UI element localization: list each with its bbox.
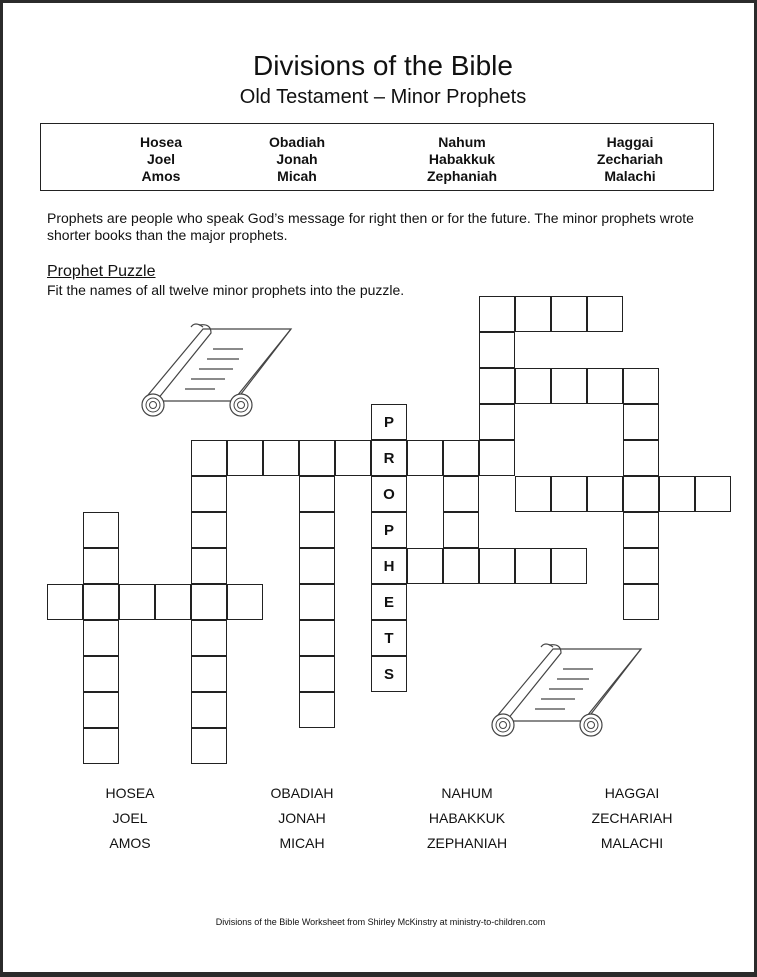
name-item: Hosea [139,134,183,150]
puzzle-cell[interactable] [299,620,335,656]
puzzle-cell[interactable] [623,368,659,404]
word-bank-item: MICAH [279,835,325,851]
puzzle-cell[interactable] [623,476,659,512]
name-item: Zechariah [596,151,664,167]
puzzle-cell[interactable] [587,476,623,512]
puzzle-cell[interactable] [623,440,659,476]
given-letter-cell: E [371,584,407,620]
word-bank-item: OBADIAH [270,785,334,801]
name-item: Nahum [438,134,486,150]
word-bank-item: HAGGAI [604,785,660,801]
puzzle-cell[interactable] [83,728,119,764]
word-bank-item: ZEPHANIAH [426,835,508,851]
puzzle-cell[interactable] [191,692,227,728]
name-item: Obadiah [268,134,325,150]
page-subtitle: Old Testament – Minor Prophets [239,86,527,108]
word-bank-item: AMOS [109,835,151,851]
puzzle-cell[interactable] [299,692,335,728]
puzzle-cell[interactable] [299,476,335,512]
word-bank-item: HABAKKUK [428,810,506,826]
puzzle-cell[interactable] [299,656,335,692]
puzzle-cell[interactable] [83,692,119,728]
name-column [382,134,542,185]
name-item: Habakkuk [428,151,496,167]
puzzle-cell[interactable] [623,584,659,620]
given-letter-cell: H [371,548,407,584]
puzzle-cell[interactable] [335,440,371,476]
puzzle-cell[interactable] [515,296,551,332]
puzzle-cell[interactable] [587,296,623,332]
word-bank-item: ZECHARIAH [591,810,673,826]
page-title: Divisions of the Bible [253,50,513,81]
puzzle-cell[interactable] [479,296,515,332]
given-letter-cell: O [371,476,407,512]
puzzle-cell[interactable] [191,728,227,764]
puzzle-cell[interactable] [479,548,515,584]
puzzle-cell[interactable] [551,548,587,584]
given-letter-cell: S [371,656,407,692]
puzzle-cell[interactable] [191,620,227,656]
puzzle-cell[interactable] [443,512,479,548]
name-item: Micah [277,168,317,184]
puzzle-cell[interactable] [443,476,479,512]
puzzle-cell[interactable] [515,476,551,512]
puzzle-cell[interactable] [479,440,515,476]
word-bank-item: NAHUM [441,785,493,801]
name-column [550,134,710,185]
word-bank-column [40,781,220,856]
prophet-name-box [40,123,714,191]
name-item: Amos [141,168,181,184]
puzzle-cell[interactable] [47,584,83,620]
word-bank-item: HOSEA [105,785,155,801]
puzzle-cell[interactable] [191,656,227,692]
puzzle-cell[interactable] [623,512,659,548]
puzzle-cell[interactable] [443,548,479,584]
puzzle-cell[interactable] [191,476,227,512]
puzzle-cell[interactable] [551,476,587,512]
puzzle-cell[interactable] [515,548,551,584]
puzzle-cell[interactable] [479,332,515,368]
puzzle-cell[interactable] [191,512,227,548]
puzzle-cell[interactable] [623,404,659,440]
footer-credit: Divisions of the Bible Worksheet from Shirley McKinstry at ministry-to-children.com [215,917,546,927]
puzzle-cell[interactable] [191,584,227,620]
puzzle-cell[interactable] [515,368,551,404]
puzzle-cell[interactable] [299,548,335,584]
puzzle-cell[interactable] [191,548,227,584]
puzzle-cell[interactable] [83,548,119,584]
word-bank-item: JONAH [278,810,326,826]
puzzle-cell[interactable] [479,404,515,440]
given-letter-cell: P [371,404,407,440]
puzzle-cell[interactable] [443,440,479,476]
puzzle-cell[interactable] [83,620,119,656]
puzzle-cell[interactable] [299,584,335,620]
puzzle-cell[interactable] [191,440,227,476]
name-item: Joel [146,151,175,167]
puzzle-cell[interactable] [119,584,155,620]
puzzle-cell[interactable] [623,548,659,584]
puzzle-cell[interactable] [479,368,515,404]
intro-text: Prophets are people who speak God’s message for right then or for the future. The minor prophets wrote shorter books than the major prophets. [47,210,694,243]
worksheet-page [3,3,754,972]
name-item: Jonah [276,151,318,167]
given-letter-cell: T [371,620,407,656]
word-bank-column [212,781,392,856]
puzzle-cell[interactable] [227,584,263,620]
word-bank-item: JOEL [112,810,148,826]
puzzle-cell[interactable] [299,440,335,476]
puzzle-cell[interactable] [551,296,587,332]
puzzle-cell[interactable] [551,368,587,404]
word-bank-column [377,781,557,856]
name-item: Malachi [604,168,656,184]
puzzle-cell[interactable] [155,584,191,620]
scroll-icon [483,641,643,741]
word-bank-column [542,781,722,856]
puzzle-cell[interactable] [83,512,119,548]
puzzle-cell[interactable] [407,548,443,584]
given-letter-cell: R [371,440,407,476]
puzzle-cell[interactable] [659,476,695,512]
puzzle-cell[interactable] [263,440,299,476]
puzzle-cell[interactable] [407,440,443,476]
puzzle-cell[interactable] [587,368,623,404]
name-item: Zephaniah [426,168,497,184]
puzzle-cell[interactable] [299,512,335,548]
puzzle-cell[interactable] [83,656,119,692]
puzzle-title: Prophet Puzzle [47,263,156,280]
scroll-icon [133,321,293,421]
puzzle-instructions: Fit the names of all twelve minor prophets into the puzzle. [47,282,405,298]
word-bank-item: MALACHI [600,835,664,851]
puzzle-cell[interactable] [227,440,263,476]
given-letter-cell: P [371,512,407,548]
puzzle-cell[interactable] [695,476,731,512]
name-item: Haggai [606,134,654,150]
name-column [217,134,377,185]
puzzle-cell[interactable] [83,584,119,620]
